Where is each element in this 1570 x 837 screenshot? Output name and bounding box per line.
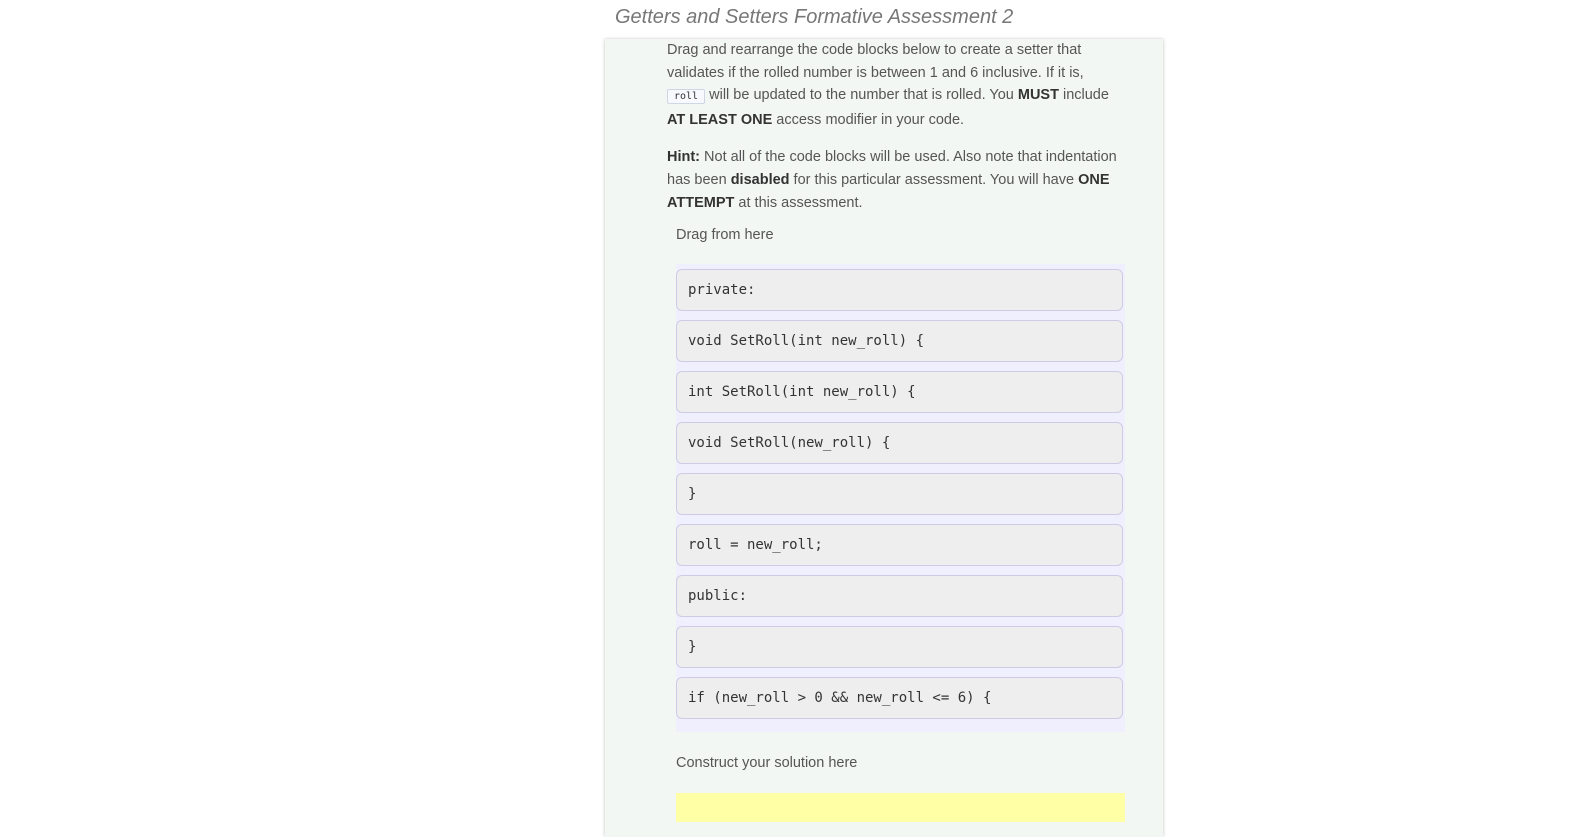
emphasis-must: MUST — [1017, 87, 1059, 104]
instructions-paragraph-1 — [667, 39, 1117, 131]
instructions-paragraph-2 — [667, 146, 1117, 214]
instruction-text: for this particular assessment. You will have — [789, 171, 1079, 188]
instruction-text: Drag and rearrange the code blocks below to create a setter that validates if the rolled number is between 1 and 6 inclusive. If it is, — [667, 42, 1084, 81]
emphasis-at-least-one: AT LEAST ONE — [667, 111, 773, 128]
inline-code-roll: roll — [667, 89, 705, 104]
emphasis-disabled: disabled — [730, 171, 790, 188]
assessment-panel — [605, 39, 1163, 837]
instructions — [667, 39, 1117, 229]
code-block[interactable]: void SetRoll(int new_roll) { — [676, 320, 1123, 362]
drag-source-area[interactable] — [676, 264, 1125, 732]
code-block[interactable]: void SetRoll(new_roll) { — [676, 422, 1123, 464]
instruction-text: will be updated to the number that is rolled. You — [705, 87, 1018, 104]
hint-label: Hint: — [667, 149, 701, 166]
code-block[interactable]: } — [676, 473, 1123, 515]
code-block[interactable]: int SetRoll(int new_roll) { — [676, 371, 1123, 413]
solution-area-label: Construct your solution here — [676, 755, 858, 771]
code-block[interactable]: private: — [676, 269, 1123, 311]
emphasis-one-attempt: ONE ATTEMPT — [667, 171, 1110, 211]
instruction-text: include — [1058, 87, 1109, 104]
instruction-text: access modifier in your code. — [772, 111, 965, 128]
code-block[interactable]: if (new_roll > 0 && new_roll <= 6) { — [676, 677, 1123, 719]
code-block[interactable]: } — [676, 626, 1123, 668]
page-title: Getters and Setters Formative Assessment 2 — [615, 6, 1014, 28]
drag-area-label: Drag from here — [676, 227, 774, 243]
code-block[interactable]: roll = new_roll; — [676, 524, 1123, 566]
solution-drop-area[interactable] — [676, 793, 1125, 822]
code-block[interactable]: public: — [676, 575, 1123, 617]
instruction-text: Not all of the code blocks will be used. Also note that indentation has been — [667, 149, 1117, 188]
instruction-text: at this assessment. — [734, 194, 863, 211]
